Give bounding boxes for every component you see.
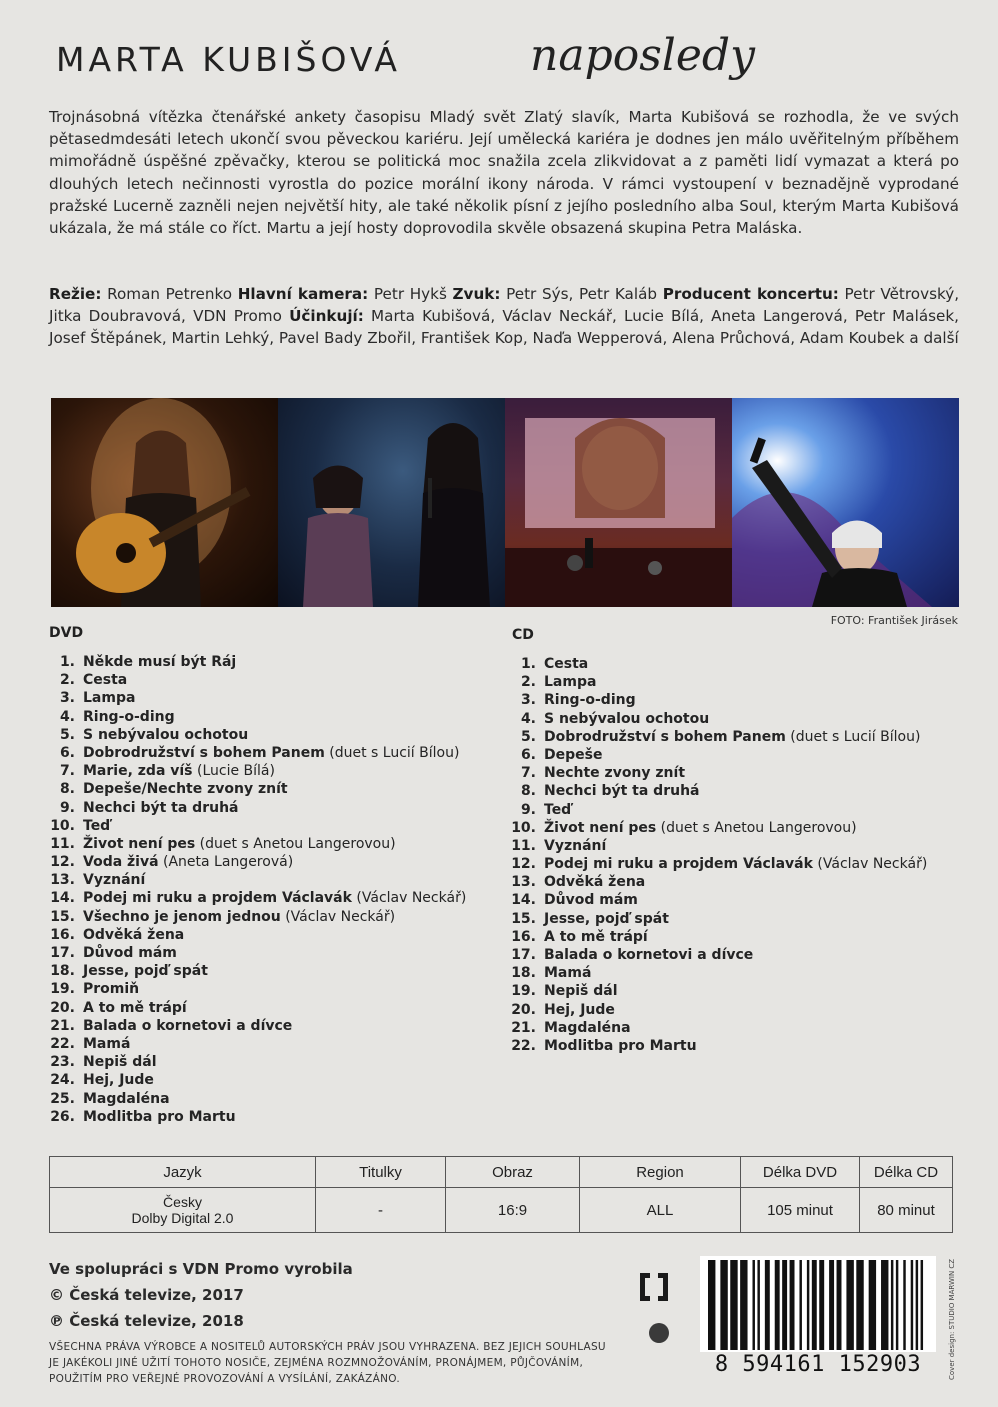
track-item xyxy=(510,819,927,837)
track-item xyxy=(510,801,927,819)
track-number: 25. xyxy=(50,1090,75,1107)
cd-heading: CD xyxy=(512,627,534,643)
track-title: Lampa xyxy=(544,674,597,691)
track-title: Cesta xyxy=(83,672,128,689)
track-title: A to mě trápí xyxy=(83,999,187,1016)
track-item xyxy=(49,926,466,944)
header-delka-dvd: Délka DVD xyxy=(741,1157,860,1188)
track-item xyxy=(49,889,466,907)
track-item xyxy=(49,853,466,871)
track-title: Balada o kornetovi a dívce xyxy=(83,1017,293,1034)
track-number: 10. xyxy=(511,819,536,836)
album-title: naposledy xyxy=(530,30,755,81)
track-title: Podej mi ruku a projdem Václavák xyxy=(83,890,352,907)
track-item xyxy=(510,691,927,709)
track-title: S nebývalou ochotou xyxy=(83,726,249,743)
track-item xyxy=(510,1019,927,1037)
track-number: 9. xyxy=(520,801,536,818)
credit-zvuk: Petr Sýs, Petr Kaláb xyxy=(506,285,658,303)
track-item xyxy=(49,653,466,671)
track-title: Modlitba pro Martu xyxy=(544,1037,697,1054)
track-title: Magdaléna xyxy=(83,1090,170,1107)
track-note: (Lucie Bílá) xyxy=(196,763,275,780)
track-number: 18. xyxy=(50,963,75,980)
cell-jazyk xyxy=(50,1188,316,1233)
track-number: 7. xyxy=(520,765,536,782)
track-note: (duet s Lucií Bílou) xyxy=(329,744,460,761)
track-item xyxy=(49,762,466,780)
intro-text: Trojnásobná vítězka čtenářské ankety časopisu Mladý svět Zlatý slavík, Marta Kubišová se rozhodla, že ve svých pětasedmdesáti letech ukončí svou pěveckou kariéru. Její umělecká kariéra je dodnes jen málo uvěřitelným příběhem mimořádně úspěšné zpěvačky, kterou se politická moc snažila zcela zlikvidovat a z paměti lidí vymazat a která po dlouhých letech nečinnosti vyrostla do pozice morální ikony národa. V rámci vystoupení v beznadějně vyprodané pražské Lucerně zazněli nejen největší hity, ale také několik písní z jejího posledního alba Soul, kterým Marta Kubišová ukázala, že má stále co říct. Martu a její hosty doprovodila skvěle obsazená skupina Petra Maláska. xyxy=(49,108,959,238)
track-title: Nepiš dál xyxy=(83,1054,157,1071)
track-item xyxy=(510,1001,927,1019)
track-item xyxy=(49,726,466,744)
track-number: 18. xyxy=(511,965,536,982)
barcode-bar xyxy=(740,1260,747,1350)
credit-label-rezie: Režie: xyxy=(49,285,102,303)
track-item xyxy=(510,710,927,728)
barcode-bar xyxy=(911,1260,913,1350)
track-title: S nebývalou ochotou xyxy=(544,710,710,727)
track-item xyxy=(510,891,927,909)
track-item xyxy=(510,964,927,982)
track-title: Cesta xyxy=(544,656,589,672)
track-title: Lampa xyxy=(83,690,136,707)
track-number: 12. xyxy=(50,854,75,871)
barcode-number: 8 594161 152903 xyxy=(714,1352,922,1377)
track-item xyxy=(49,1108,466,1126)
ceska-televize-logo-icon xyxy=(636,1269,672,1305)
track-number: 13. xyxy=(50,872,75,889)
barcode-bar xyxy=(896,1260,898,1350)
track-item xyxy=(49,1035,466,1053)
track-item xyxy=(49,962,466,980)
credit-kamera: Petr Hykš xyxy=(373,285,447,303)
track-title: Odvěká žena xyxy=(83,926,185,943)
track-item xyxy=(510,982,927,1000)
track-title: Hej, Jude xyxy=(544,1001,615,1018)
track-number: 8. xyxy=(59,781,75,798)
track-title: Promiň xyxy=(83,981,140,998)
barcode-bar xyxy=(891,1260,893,1350)
track-number: 19. xyxy=(50,981,75,998)
track-title: Hej, Jude xyxy=(83,1072,154,1089)
cell-titulky: - xyxy=(316,1188,446,1233)
track-title: Život není pes xyxy=(83,835,196,852)
track-title: Balada o kornetovi a dívce xyxy=(544,947,754,963)
track-number: 15. xyxy=(50,908,75,925)
track-item xyxy=(510,910,927,928)
track-number: 21. xyxy=(511,1019,536,1036)
track-title: Podej mi ruku a projdem Václavák xyxy=(544,856,813,873)
track-number: 21. xyxy=(50,1017,75,1034)
photo-guitar xyxy=(51,398,278,607)
barcode-bar xyxy=(752,1260,754,1350)
track-number: 20. xyxy=(50,999,75,1016)
barcode-bar xyxy=(799,1260,801,1350)
track-title: Ring-o-ding xyxy=(544,692,636,709)
track-number: 4. xyxy=(520,710,536,727)
track-number: 8. xyxy=(520,783,536,800)
track-title: Mamá xyxy=(544,965,592,982)
track-item xyxy=(49,835,466,853)
header-titulky: Titulky xyxy=(316,1157,446,1188)
track-number: 16. xyxy=(511,928,536,945)
barcode-bar xyxy=(903,1260,905,1350)
photo-stage xyxy=(505,398,732,607)
track-title: Vyznání xyxy=(544,837,607,854)
barcode-bar xyxy=(720,1260,727,1350)
barcode-bar xyxy=(782,1260,787,1350)
track-title: Jesse, pojď spát xyxy=(544,910,669,927)
album-artist: MARTA KUBIŠOVÁ xyxy=(56,40,401,79)
credits xyxy=(49,283,959,350)
track-item xyxy=(49,708,466,726)
copyright-line: © Česká televize, 2017 xyxy=(49,1286,244,1304)
track-item xyxy=(49,744,466,762)
barcode-bar xyxy=(730,1260,737,1350)
barcode-bar xyxy=(921,1260,923,1350)
track-number: 22. xyxy=(50,1035,75,1052)
credit-label-kamera: Hlavní kamera: xyxy=(237,285,369,303)
phonogram-line: ℗ Česká televize, 2018 xyxy=(49,1312,244,1330)
track-item xyxy=(510,782,927,800)
cell-region: ALL xyxy=(580,1188,741,1233)
track-number: 1. xyxy=(520,656,536,672)
header-obraz: Obraz xyxy=(446,1157,580,1188)
track-title: Odvěká žena xyxy=(544,874,646,891)
cell-delka-cd: 80 minut xyxy=(860,1188,953,1233)
cell-jazyk-language: Česky xyxy=(163,1194,202,1210)
track-title: Nechci být ta druhá xyxy=(83,799,239,816)
track-item xyxy=(510,1037,927,1055)
barcode-bar xyxy=(708,1260,715,1350)
info-table-data-row xyxy=(50,1188,953,1233)
track-number: 17. xyxy=(50,945,75,961)
track-item xyxy=(49,908,466,926)
track-title: A to mě trápí xyxy=(544,928,648,945)
barcode-bar xyxy=(829,1260,834,1350)
dvd-tracklist xyxy=(49,653,466,1126)
track-title: Nepiš dál xyxy=(544,983,618,1000)
barcode-bar xyxy=(775,1260,780,1350)
track-number: 7. xyxy=(59,763,75,780)
track-item xyxy=(510,873,927,891)
track-number: 3. xyxy=(520,692,536,709)
track-item xyxy=(49,671,466,689)
header-delka-cd: Délka CD xyxy=(860,1157,953,1188)
credit-producent: Petr Větrovský, Jitka Doubravová, VDN Promo xyxy=(49,285,960,326)
track-item xyxy=(49,817,466,835)
track-title: Důvod mám xyxy=(544,892,638,909)
track-note: (Václav Neckář) xyxy=(356,890,467,907)
track-number: 1. xyxy=(59,654,75,670)
track-item xyxy=(49,1090,466,1108)
track-item xyxy=(49,980,466,998)
track-item xyxy=(510,837,927,855)
barcode-bar xyxy=(765,1260,770,1350)
track-item xyxy=(49,871,466,889)
photo-man-mic xyxy=(732,398,959,607)
barcode-bar xyxy=(846,1260,853,1350)
credit-label-ucinkuji: Účinkují: xyxy=(289,307,364,326)
track-title: Dobrodružství s bohem Panem xyxy=(83,744,325,761)
barcode-bars xyxy=(700,1256,936,1352)
track-number: 26. xyxy=(50,1108,75,1125)
track-number: 15. xyxy=(511,910,536,927)
track-number: 6. xyxy=(59,744,75,761)
track-item xyxy=(510,655,927,673)
track-note: (duet s Anetou Langerovou) xyxy=(199,835,396,852)
track-note: (duet s Anetou Langerovou) xyxy=(660,819,857,836)
track-note: (Václav Neckář) xyxy=(285,908,396,925)
track-number: 12. xyxy=(511,856,536,873)
barcode-bar xyxy=(757,1260,759,1350)
credit-label-producent: Producent koncertu: xyxy=(662,285,839,303)
credit-ucinkuji: Marta Kubišová, Václav Neckář, Lucie Bílá, Aneta Langerová, Petr Malásek, Josef Štěpánek, Martin Lehký, Pavel Bady Zbořil, František Kop, Naďa Wepperová, Alena Průchová, Adam Koubek a další xyxy=(49,307,960,348)
track-number: 2. xyxy=(520,674,536,691)
track-title: Depeše xyxy=(544,746,603,763)
track-number: 4. xyxy=(59,708,75,725)
track-number: 17. xyxy=(511,947,536,963)
barcode-bar xyxy=(807,1260,809,1350)
track-title: Ring-o-ding xyxy=(83,708,175,725)
credit-label-zvuk: Zvuk: xyxy=(452,285,501,303)
track-title: Magdaléna xyxy=(544,1019,631,1036)
track-item xyxy=(510,946,927,964)
track-note: (Aneta Langerová) xyxy=(163,854,294,871)
barcode-bar xyxy=(869,1260,876,1350)
barcode-bar xyxy=(790,1260,795,1350)
track-item xyxy=(49,799,466,817)
track-title: Mamá xyxy=(83,1035,131,1052)
track-item xyxy=(510,855,927,873)
track-title: Nechte zvony znít xyxy=(544,765,686,782)
track-title: Důvod mám xyxy=(83,945,177,961)
track-note: (Václav Neckář) xyxy=(817,856,928,873)
design-credit: Cover design: STUDIO MARWIN CZ xyxy=(948,1258,956,1380)
track-number: 6. xyxy=(520,746,536,763)
info-table-header-row xyxy=(50,1157,953,1188)
track-number: 22. xyxy=(511,1037,536,1054)
track-item xyxy=(49,1071,466,1089)
photo-credit: FOTO: František Jirásek xyxy=(830,614,958,627)
cd-tracklist xyxy=(510,655,927,1055)
header-region: Region xyxy=(580,1157,741,1188)
track-title: Modlitba pro Martu xyxy=(83,1108,236,1125)
track-number: 3. xyxy=(59,690,75,707)
track-title: Voda živá xyxy=(83,854,159,871)
track-number: 16. xyxy=(50,926,75,943)
header-jazyk: Jazyk xyxy=(50,1157,316,1188)
track-item xyxy=(49,1017,466,1035)
photo-duet xyxy=(278,398,505,607)
track-title: Teď xyxy=(544,801,572,818)
dvd-heading: DVD xyxy=(49,625,84,641)
track-note: (duet s Lucií Bílou) xyxy=(790,728,921,745)
track-item xyxy=(49,780,466,798)
barcode-bar xyxy=(856,1260,863,1350)
info-table xyxy=(49,1156,953,1233)
track-item xyxy=(49,689,466,707)
track-item xyxy=(49,999,466,1017)
cell-jazyk-audio: Dolby Digital 2.0 xyxy=(131,1210,234,1226)
track-number: 14. xyxy=(511,892,536,909)
track-number: 10. xyxy=(50,817,75,834)
track-item xyxy=(510,746,927,764)
track-title: Depeše/Nechte zvony znít xyxy=(83,781,288,798)
track-title: Někde musí být Ráj xyxy=(83,654,237,670)
barcode-bar xyxy=(881,1260,888,1350)
barcode-bar xyxy=(812,1260,817,1350)
track-number: 23. xyxy=(50,1054,75,1071)
track-title: Teď xyxy=(83,817,111,834)
track-title: Všechno je jenom jednou xyxy=(83,908,281,925)
photo-strip xyxy=(51,398,959,607)
track-item xyxy=(510,728,927,746)
cell-obraz: 16:9 xyxy=(446,1188,580,1233)
track-number: 5. xyxy=(520,728,536,745)
track-title: Vyznání xyxy=(83,872,146,889)
track-item xyxy=(510,928,927,946)
production-note: Ve spolupráci s VDN Promo vyrobila xyxy=(49,1260,353,1278)
track-item xyxy=(510,764,927,782)
track-title: Jesse, pojď spát xyxy=(83,963,208,980)
footer xyxy=(49,1256,353,1334)
legal-notice: VŠECHNA PRÁVA VÝROBCE A NOSITELŮ AUTORSKÝCH PRÁV JSOU VYHRAZENA. BEZ JEJICH SOUHLASU JE JAKÉKOLI JINÉ UŽITÍ TOHOTO NOSIČE, ZEJMÉNA ROZMNOŽOVÁNÍM, PRONÁJMEM, PŮJČOVÁNÍM, POUŽITÍM PRO VEŘEJNÉ PROVOZOVÁNÍ A VYSÍLÁNÍ, ZAKÁZÁNO. xyxy=(49,1341,606,1385)
track-title: Dobrodružství s bohem Panem xyxy=(544,728,786,745)
cell-delka-dvd: 105 minut xyxy=(741,1188,860,1233)
track-number: 13. xyxy=(511,874,536,891)
track-title: Nechci být ta druhá xyxy=(544,783,700,800)
track-number: 5. xyxy=(59,726,75,743)
track-number: 19. xyxy=(511,983,536,1000)
track-number: 11. xyxy=(511,837,536,854)
track-item xyxy=(49,1053,466,1071)
track-title: Marie, zda víš xyxy=(83,763,193,780)
credit-rezie: Roman Petrenko xyxy=(107,285,233,303)
track-number: 9. xyxy=(59,799,75,816)
track-number: 24. xyxy=(50,1072,75,1089)
track-title: Život není pes xyxy=(544,819,657,836)
track-item xyxy=(49,944,466,962)
barcode-bar xyxy=(837,1260,842,1350)
barcode xyxy=(700,1256,936,1382)
track-item xyxy=(510,673,927,691)
track-number: 14. xyxy=(50,890,75,907)
track-number: 2. xyxy=(59,672,75,689)
barcode-bar xyxy=(819,1260,824,1350)
track-number: 11. xyxy=(50,835,75,852)
track-number: 20. xyxy=(511,1001,536,1018)
barcode-bar xyxy=(916,1260,918,1350)
vdn-logo-icon xyxy=(649,1323,669,1343)
